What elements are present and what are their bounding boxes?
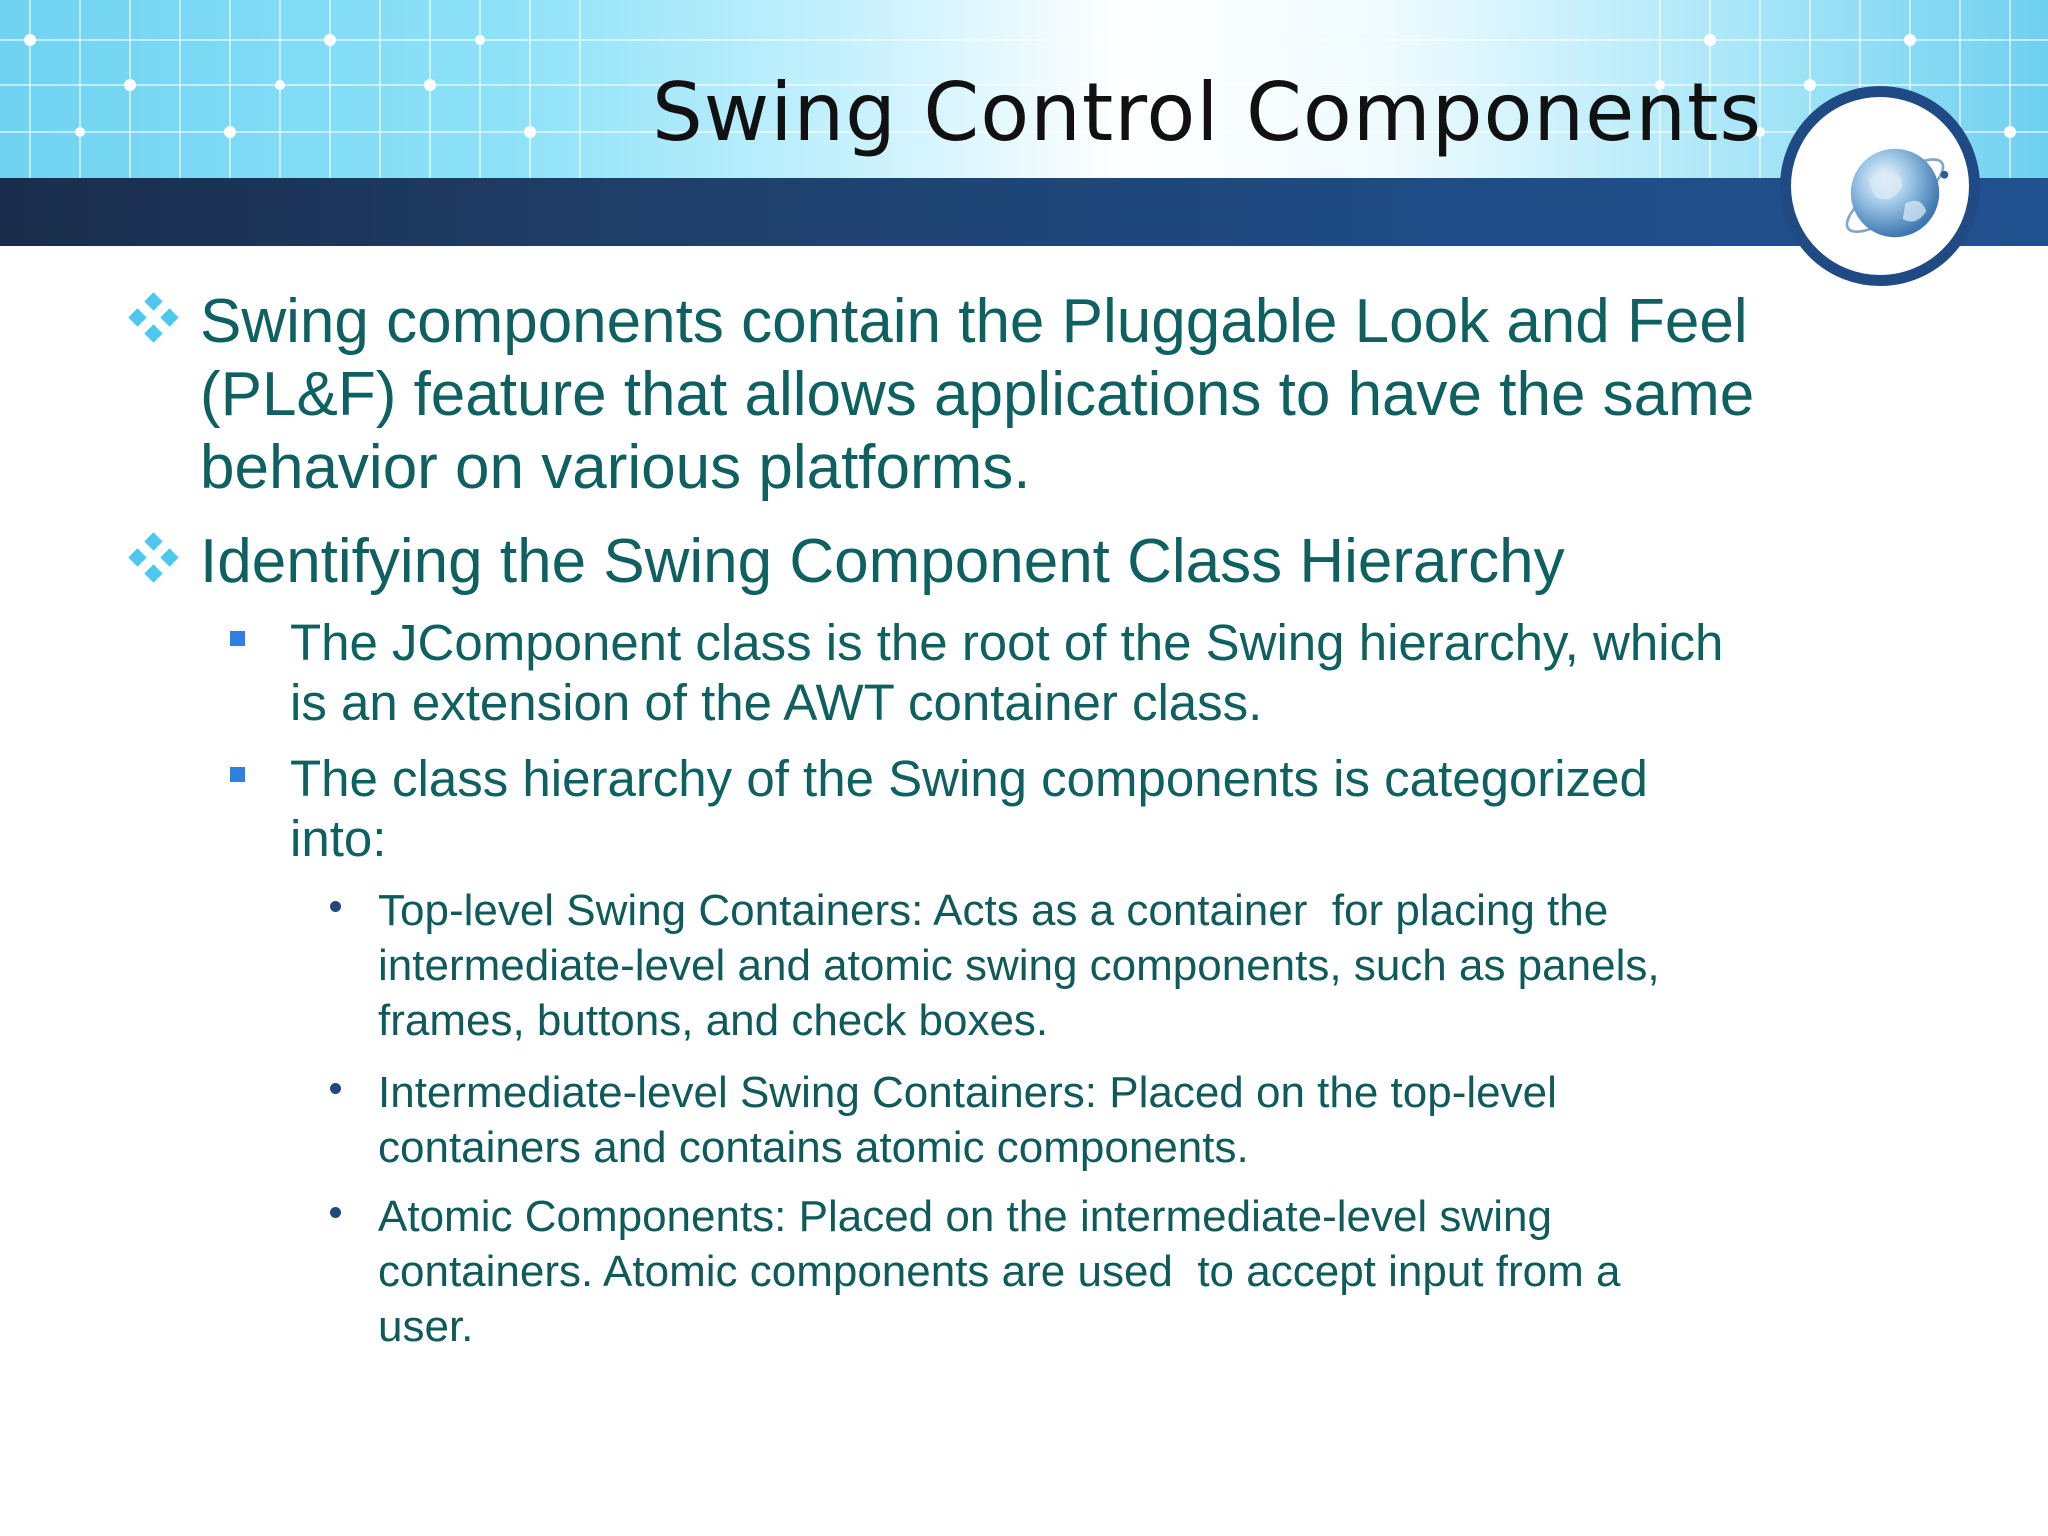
dot-bullet-icon: [330, 901, 341, 912]
sub-bullet-categorized: [290, 749, 1940, 869]
bullet-line: Identifying the Swing Component Class Hierarchy: [200, 527, 1565, 596]
bullet-line: Atomic Components: Placed on the intermediate-level swing: [378, 1192, 1552, 1241]
dot-bullet-icon: [330, 1207, 341, 1218]
globe-icon: [1830, 128, 1960, 258]
slide-title: Swing Control Components: [652, 66, 1763, 159]
bullet-line: Swing components contain the Pluggable Look and Feel: [200, 287, 1748, 356]
diamond-bullet-icon: [128, 292, 180, 344]
dot-bullet-icon: [330, 1083, 341, 1094]
bullet-line: user.: [378, 1302, 474, 1351]
sub-sub-bullet-intermediate-level: [378, 1065, 1978, 1175]
bullet-line: containers. Atomic components are used to accept input from a: [378, 1247, 1621, 1296]
bullet-class-hierarchy: [200, 525, 1900, 598]
bullet-line: into:: [290, 810, 387, 867]
sub-sub-bullet-top-level: [378, 883, 1978, 1048]
sub-sub-bullet-atomic: [378, 1189, 1978, 1354]
diamond-bullet-icon: [128, 532, 180, 584]
bullet-line: The JComponent class is the root of the Swing hierarchy, which: [290, 614, 1724, 671]
square-bullet-icon: [230, 631, 245, 646]
bullet-line: Intermediate-level Swing Containers: Placed on the top-level: [378, 1068, 1557, 1117]
bullet-line: is an extension of the AWT container class.: [290, 674, 1263, 731]
bullet-line: behavior on various platforms.: [200, 433, 1031, 502]
bullet-line: frames, buttons, and check boxes.: [378, 996, 1049, 1045]
bullet-line: intermediate-level and atomic swing components, such as panels,: [378, 941, 1660, 990]
bullet-line: containers and contains atomic components.: [378, 1123, 1249, 1172]
bullet-line: The class hierarchy of the Swing components is categorized: [290, 750, 1648, 807]
bullet-line: (PL&F) feature that allows applications to have the same: [200, 360, 1755, 429]
sub-bullet-jcomponent: [290, 613, 1940, 733]
square-bullet-icon: [230, 767, 245, 782]
title-bar: [0, 178, 2048, 246]
bullet-pluggable-look-and-feel: [200, 285, 1900, 504]
bullet-line: Top-level Swing Containers: Acts as a container for placing the: [378, 886, 1609, 935]
